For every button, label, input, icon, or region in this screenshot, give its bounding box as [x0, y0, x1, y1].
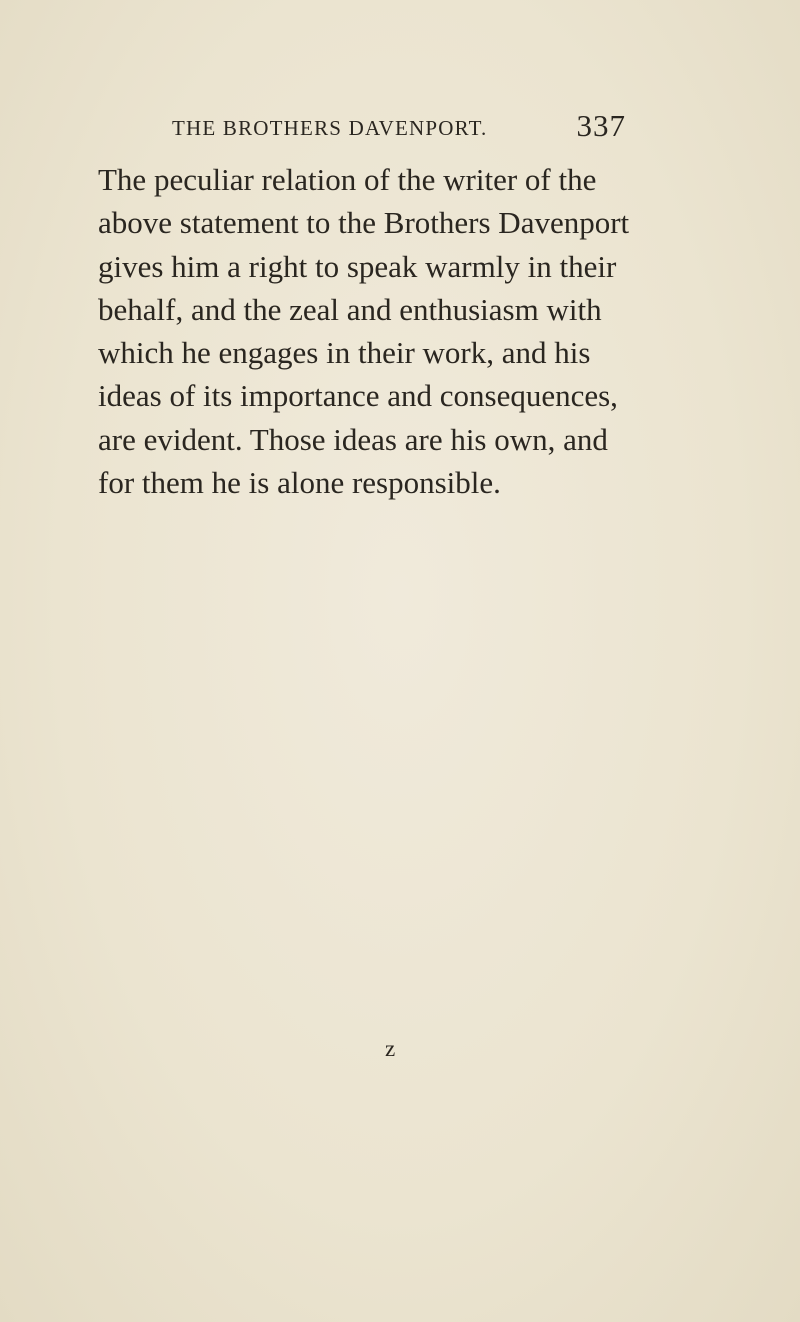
running-title: THE BROTHERS DAVENPORT.	[172, 116, 488, 140]
text-line: behalf, and the zeal and enthusiasm with	[98, 291, 602, 327]
body-paragraph	[98, 158, 638, 504]
text-line: above statement to the Brothers Davenport	[98, 205, 630, 241]
signature-mark: z	[385, 1036, 396, 1061]
text-line: ideas of its importance and consequences,	[98, 378, 618, 414]
text-line: for them he is alone responsible.	[98, 465, 501, 501]
text-line: are evident. Those ideas are his own, and	[98, 421, 608, 457]
text-line: gives him a right to speak warmly in their	[98, 248, 617, 284]
running-head	[98, 108, 626, 156]
page-number: 337	[576, 108, 626, 143]
text-line: The peculiar relation of the writer of the	[98, 162, 597, 197]
text-line: which he engages in their work, and his	[98, 335, 591, 371]
